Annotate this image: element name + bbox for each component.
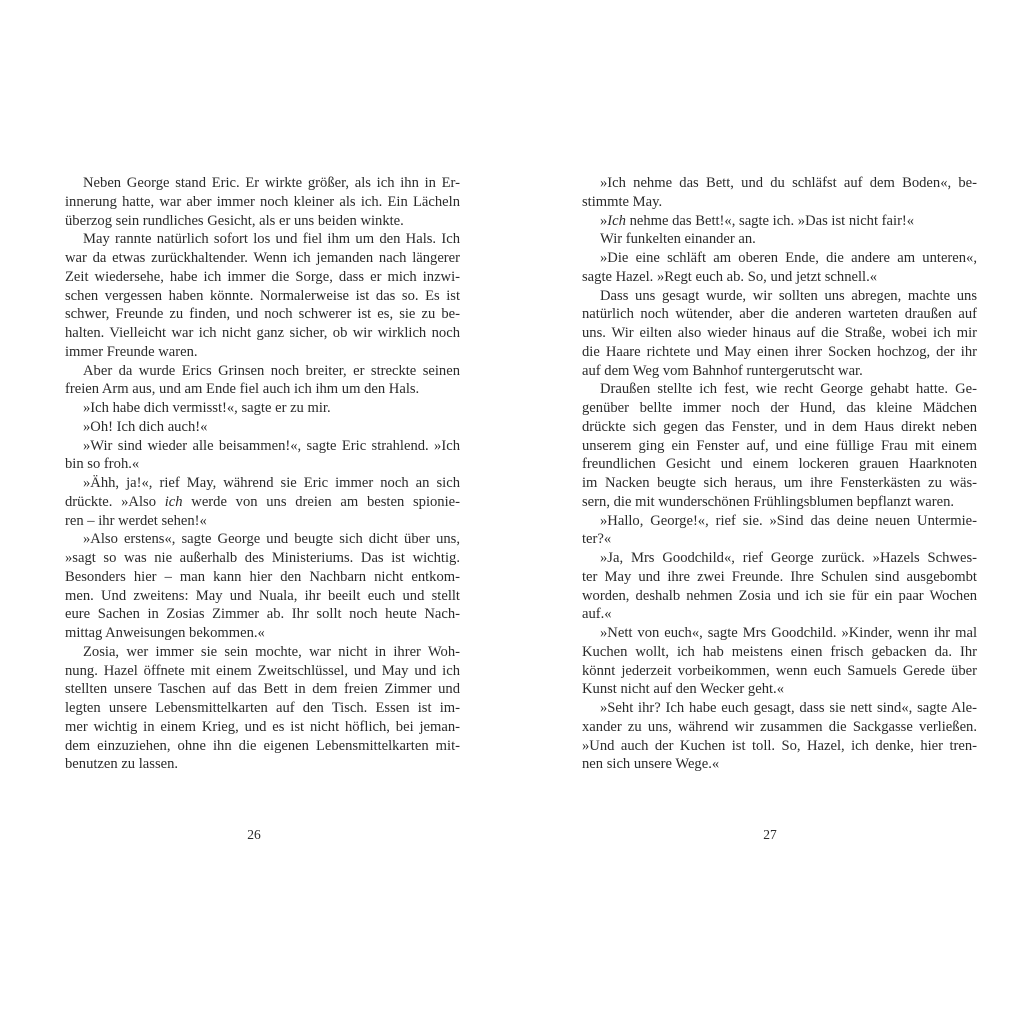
text-line: mittag Anweisungen bekommen.«: [65, 625, 265, 641]
paragraph: [65, 474, 460, 530]
text-line: war da etwas zurückhaltender. Wenn ich jemanden nach längerer: [65, 250, 460, 266]
paragraph: [582, 174, 977, 212]
text-line: die Haare richtete und May einen ihrer Socken hochzog, der ihr: [582, 343, 977, 360]
text-line: könnt jederzeit vorbeikommen, wenn euch Samuels Gerede über: [582, 662, 977, 679]
emphasis: Ich: [607, 212, 626, 229]
text-line: Zeit wiedersehe, habe ich immer die Sorge, dass er mich inzwi-: [65, 268, 460, 285]
text-line: Dass uns gesagt wurde, wir sollten uns abregen, machte uns: [600, 287, 977, 304]
text-line: im Nacken beugte sich heraus, um ihre Fensterkästen zu wäs-: [582, 475, 977, 491]
text-line: bin so froh.«: [65, 456, 140, 473]
text-line: »Oh! Ich dich auch!«: [83, 418, 208, 435]
text-line: genüber bellte immer noch der Hund, das kleine Mädchen: [582, 400, 977, 416]
text-line: dem einzuziehen, ohne ihn die eigenen Lebensmittelkarten mit-: [65, 737, 460, 754]
paragraph: [65, 230, 460, 361]
text-line: »Wir sind wieder alle beisammen!«, sagte Eric strahlend. »Ich: [83, 437, 460, 454]
text-line: unserem ging ein Fenster auf, und eine füllige Frau mit einem: [582, 437, 977, 454]
text-line: Besonders hier – man kann hier den Nachbarn nicht entkom-: [65, 568, 460, 585]
text-line: uns. Wir eilten also wieder hinaus auf die Straße, wobei ich mir: [582, 325, 977, 341]
text-line: überzog sein rundliches Gesicht, als er uns beiden winkte.: [65, 212, 404, 229]
paragraph: [582, 212, 977, 231]
text-line: stellten unsere Taschen auf das Bett in dem freien Zimmer und: [65, 681, 460, 698]
text-line: sern, die mit wunderschönen Frühlingsblumen bepflanzt waren.: [582, 493, 955, 510]
text-line: schen vergessen haben könnte. Normalerweise ist das so. Es ist: [65, 287, 460, 304]
text-line: »Ich nehme das Bett, und du schläfst auf dem Boden«, be-: [600, 175, 977, 191]
text-line: men. Und zweitens: May und Nuala, ihr beeilt euch und stellt: [65, 587, 460, 604]
text-line: Aber da wurde Erics Grinsen noch breiter, er streckte seinen: [83, 362, 460, 379]
text-line: auf dem Weg vom Bahnhof runtergerutscht war.: [582, 362, 863, 379]
text-line: legten unsere Lebensmittelkarten auf den Tisch. Essen ist im-: [65, 700, 460, 716]
right-page: [512, 0, 1024, 1024]
text-line: worden, deshalb nehmen Zosia und ich sie für ein paar Wochen: [582, 587, 977, 604]
text-line: »Ähh, ja!«, rief May, während sie Eric immer noch an sich: [83, 475, 460, 491]
paragraph: [582, 549, 977, 624]
text-line: ren – ihr werdet sehen!«: [65, 512, 207, 529]
text-line: immer Freunde waren.: [65, 343, 198, 360]
text-line: nen sich unsere Wege.«: [582, 756, 720, 773]
text-line: ter?«: [582, 531, 612, 548]
text-line: halten. Vielleicht war ich nicht ganz sicher, ob wir wirklich noch: [65, 325, 460, 341]
paragraph: [65, 174, 460, 230]
text-line: »sagt so was nie außerhalb des Ministeriums. Das ist wichtig.: [65, 550, 460, 566]
text-line: stimmte May.: [582, 193, 663, 210]
text-line: drückte sich gegen das Fenster, und in dem Haus direkt neben: [582, 418, 977, 435]
text-line: benutzen zu lassen.: [65, 756, 179, 773]
paragraph: [582, 380, 977, 511]
text-line: »Hallo, George!«, rief sie. »Sind das deine neuen Untermie-: [600, 512, 977, 529]
text-line: drückte. »Also ich werde von uns dreien am besten spionie-: [65, 493, 460, 510]
right-page-text: [582, 174, 977, 774]
page-number-left: 26: [247, 827, 261, 842]
paragraph: [65, 418, 460, 437]
text-line: mer wichtig in einem Krieg, und es ist nicht höflich, bei jeman-: [65, 718, 460, 735]
text-line: freien Arm aus, und am Ende fiel auch ich ihm um den Hals.: [65, 381, 420, 398]
text-line: schwer, Freunde zu finden, und noch schwerer ist es, sie zu be-: [65, 306, 460, 323]
paragraph: [65, 437, 460, 475]
text-line: Wir funkelten einander an.: [600, 231, 756, 248]
text-line: »Also erstens«, sagte George und beugte sich dicht über uns,: [83, 531, 460, 548]
text-line: natürlich noch wütender, aber die anderen warteten draußen auf: [582, 306, 977, 323]
text-line: Kuchen wollt, ich hab meistens einen frisch gebacken da. Ihr: [582, 643, 977, 660]
text-line: »Nett von euch«, sagte Mrs Goodchild. »Kinder, wenn ihr mal: [600, 625, 977, 641]
paragraph: [582, 624, 977, 699]
paragraph: [582, 287, 977, 381]
text-line: sagte Hazel. »Regt euch ab. So, und jetzt schnell.«: [582, 268, 878, 285]
paragraph: [65, 643, 460, 774]
text-line: »Die eine schläft am oberen Ende, die andere am unteren«,: [600, 250, 977, 266]
text-line: »Ich habe dich vermisst!«, sagte er zu mir.: [83, 400, 331, 416]
text-line: Draußen stellte ich fest, wie recht George gehabt hatte. Ge-: [600, 381, 977, 398]
text-line: freundlichen Gesicht und einem lockeren grauen Haarknoten: [582, 456, 977, 473]
text-line: »Ja, Mrs Goodchild«, rief George zurück. »Hazels Schwes-: [600, 550, 977, 566]
text-line: May rannte natürlich sofort los und fiel ihm um den Hals. Ich: [83, 231, 460, 248]
text-line: eure Sachen in Zosias Zimmer ab. Ihr sollt noch heute Nach-: [65, 606, 460, 623]
emphasis: ich: [164, 493, 183, 510]
text-line: innerung hatte, war aber immer noch kleiner als ich. Ein Lächeln: [65, 193, 460, 210]
text-line: Zosia, wer immer sie sein mochte, war nicht in ihrer Woh-: [83, 643, 460, 660]
paragraph: [582, 230, 977, 249]
text-line: auf.«: [582, 606, 612, 623]
text-line: Kunst nicht auf den Wecker geht.«: [582, 681, 784, 698]
text-line: »Ich nehme das Bett!«, sagte ich. »Das ist nicht fair!«: [600, 212, 915, 229]
text-line: nung. Hazel öffnete mit einem Zweitschlüssel, und May und ich: [65, 662, 460, 679]
paragraph: [65, 530, 460, 643]
paragraph: [582, 512, 977, 550]
paragraph: [65, 362, 460, 400]
text-line: »Seht ihr? Ich habe euch gesagt, dass sie nett sind«, sagte Ale-: [600, 700, 977, 716]
left-page-text: [65, 174, 460, 774]
paragraph: [65, 399, 460, 418]
paragraph: [582, 249, 977, 287]
paragraph: [582, 699, 977, 774]
page-number-right: 27: [763, 827, 777, 842]
text-line: ter May und ihre zwei Freunde. Ihre Schulen sind ausgebombt: [582, 568, 977, 585]
text-line: xander zu uns, während wir zusammen die Sackgasse verließen.: [582, 718, 977, 735]
text-line: »Und auch der Kuchen ist toll. So, Hazel, ich denke, hier tren-: [582, 737, 977, 754]
text-line: Neben George stand Eric. Er wirkte größer, als ich ihn in Er-: [83, 175, 460, 191]
